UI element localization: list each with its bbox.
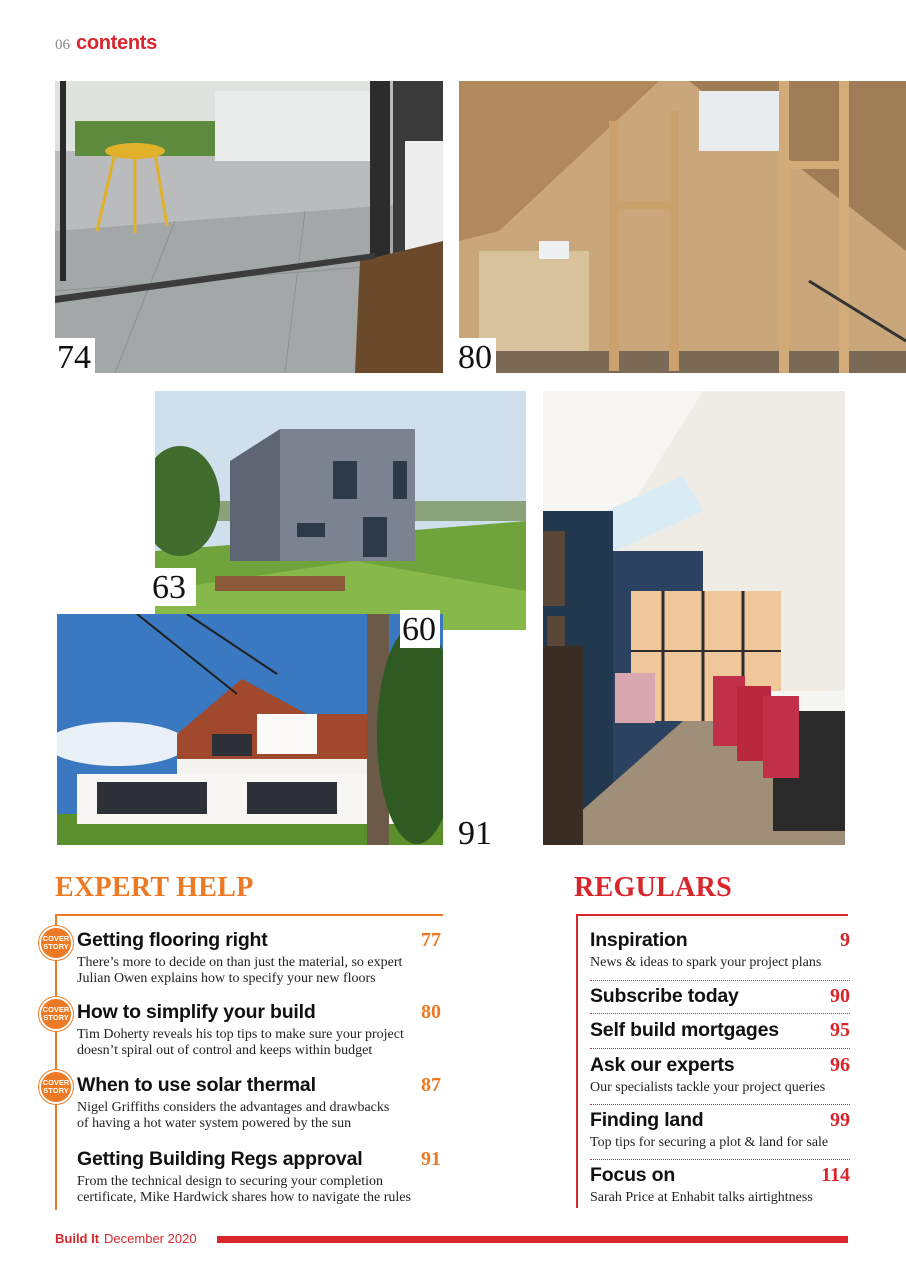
regular-title[interactable]: Focus on (590, 1164, 676, 1186)
badge-line: STORY (43, 1013, 69, 1022)
article-description (77, 1174, 441, 1206)
description-line: Tim Doherty reveals his top tips to make sure your project (77, 1027, 404, 1042)
photo-page-63: 63 (150, 568, 196, 606)
dotted-divider (590, 1159, 850, 1160)
page-footer (55, 1231, 197, 1246)
issue-date: December 2020 (104, 1231, 197, 1246)
regular-title[interactable]: Inspiration (590, 929, 688, 951)
badge-line: STORY (43, 1086, 69, 1095)
dotted-divider (590, 1048, 850, 1049)
regular-page: 95 (830, 1019, 850, 1041)
expert-item[interactable] (77, 1074, 441, 1132)
description-line: Julian Owen explains how to specify your new floors (77, 971, 376, 986)
cover-story-badge (39, 926, 73, 960)
article-page: 87 (421, 1074, 441, 1096)
magazine-brand: Build It (55, 1231, 100, 1246)
regular-description: Our specialists tackle your project queries (590, 1080, 826, 1095)
badge-line: COVER (42, 933, 70, 943)
white-house-photo[interactable] (57, 614, 443, 845)
dotted-divider (590, 1013, 850, 1014)
badge-line: COVER (42, 1004, 70, 1014)
regular-title[interactable]: Self build mortgages (590, 1019, 779, 1041)
description-line: Nigel Griffiths considers the advantages and drawbacks (77, 1100, 390, 1115)
article-description (77, 955, 441, 987)
regular-item[interactable] (590, 985, 850, 1008)
regular-item[interactable] (590, 1019, 850, 1042)
article-page: 91 (421, 1148, 441, 1170)
dotted-divider (590, 1104, 850, 1105)
regulars-heading: REGULARS (574, 872, 732, 903)
expert-item[interactable] (77, 1001, 441, 1059)
description-line: There’s more to decide on than just the material, so expert (77, 955, 403, 970)
badge-line: COVER (42, 1077, 70, 1087)
regular-description: Sarah Price at Enhabit talks airtightness (590, 1190, 813, 1205)
photo-page-60: 60 (400, 610, 440, 648)
photo-page-74: 74 (55, 338, 95, 376)
photo-page-80: 80 (456, 338, 496, 376)
description-line: doesn’t spiral out of control and keeps within budget (77, 1043, 373, 1058)
regular-page: 114 (821, 1164, 850, 1186)
regular-item[interactable] (590, 1054, 850, 1096)
regular-page: 90 (830, 985, 850, 1007)
expert-item[interactable] (77, 1148, 441, 1206)
photo-page-91: 91 (456, 814, 496, 852)
patio-tiles-photo[interactable] (55, 81, 443, 373)
badge-line: STORY (43, 942, 69, 951)
description-line: From the technical design to securing your completion (77, 1174, 383, 1189)
regular-item[interactable] (590, 929, 850, 971)
page-header (55, 32, 157, 55)
regular-item[interactable] (590, 1164, 850, 1206)
regular-page: 99 (830, 1109, 850, 1131)
regular-description: News & ideas to spark your project plans (590, 955, 822, 970)
expert-help-heading: EXPERT HELP (55, 872, 254, 903)
regular-title[interactable]: Ask our experts (590, 1054, 735, 1076)
article-description (77, 1027, 441, 1059)
article-page: 80 (421, 1001, 441, 1023)
article-title[interactable]: Getting Building Regs approval (77, 1148, 363, 1170)
expert-item[interactable] (77, 929, 441, 987)
regular-item[interactable] (590, 1109, 850, 1151)
description-line: certificate, Mike Hardwick shares how to navigate the rules (77, 1190, 411, 1205)
cover-story-badge (39, 997, 73, 1031)
regular-title[interactable]: Finding land (590, 1109, 704, 1131)
article-description (77, 1100, 441, 1132)
cover-story-badge (39, 1070, 73, 1104)
article-title[interactable]: When to use solar thermal (77, 1074, 316, 1096)
dotted-divider (590, 980, 850, 981)
kitchen-interior-photo[interactable] (543, 391, 845, 845)
article-title[interactable]: How to simplify your build (77, 1001, 316, 1023)
page-number: 06 (55, 37, 70, 53)
regular-page: 9 (840, 929, 850, 951)
regular-title[interactable]: Subscribe today (590, 985, 739, 1007)
grey-box-house-photo[interactable] (155, 391, 526, 630)
page-title: contents (76, 32, 157, 54)
regular-description: Top tips for securing a plot & land for sale (590, 1135, 829, 1150)
description-line: of having a hot water system powered by the sun (77, 1116, 352, 1131)
regular-page: 96 (830, 1054, 850, 1076)
article-page: 77 (421, 929, 441, 951)
footer-rule (217, 1236, 848, 1243)
article-title[interactable]: Getting flooring right (77, 929, 268, 951)
timber-frame-loft-photo[interactable] (459, 81, 906, 373)
